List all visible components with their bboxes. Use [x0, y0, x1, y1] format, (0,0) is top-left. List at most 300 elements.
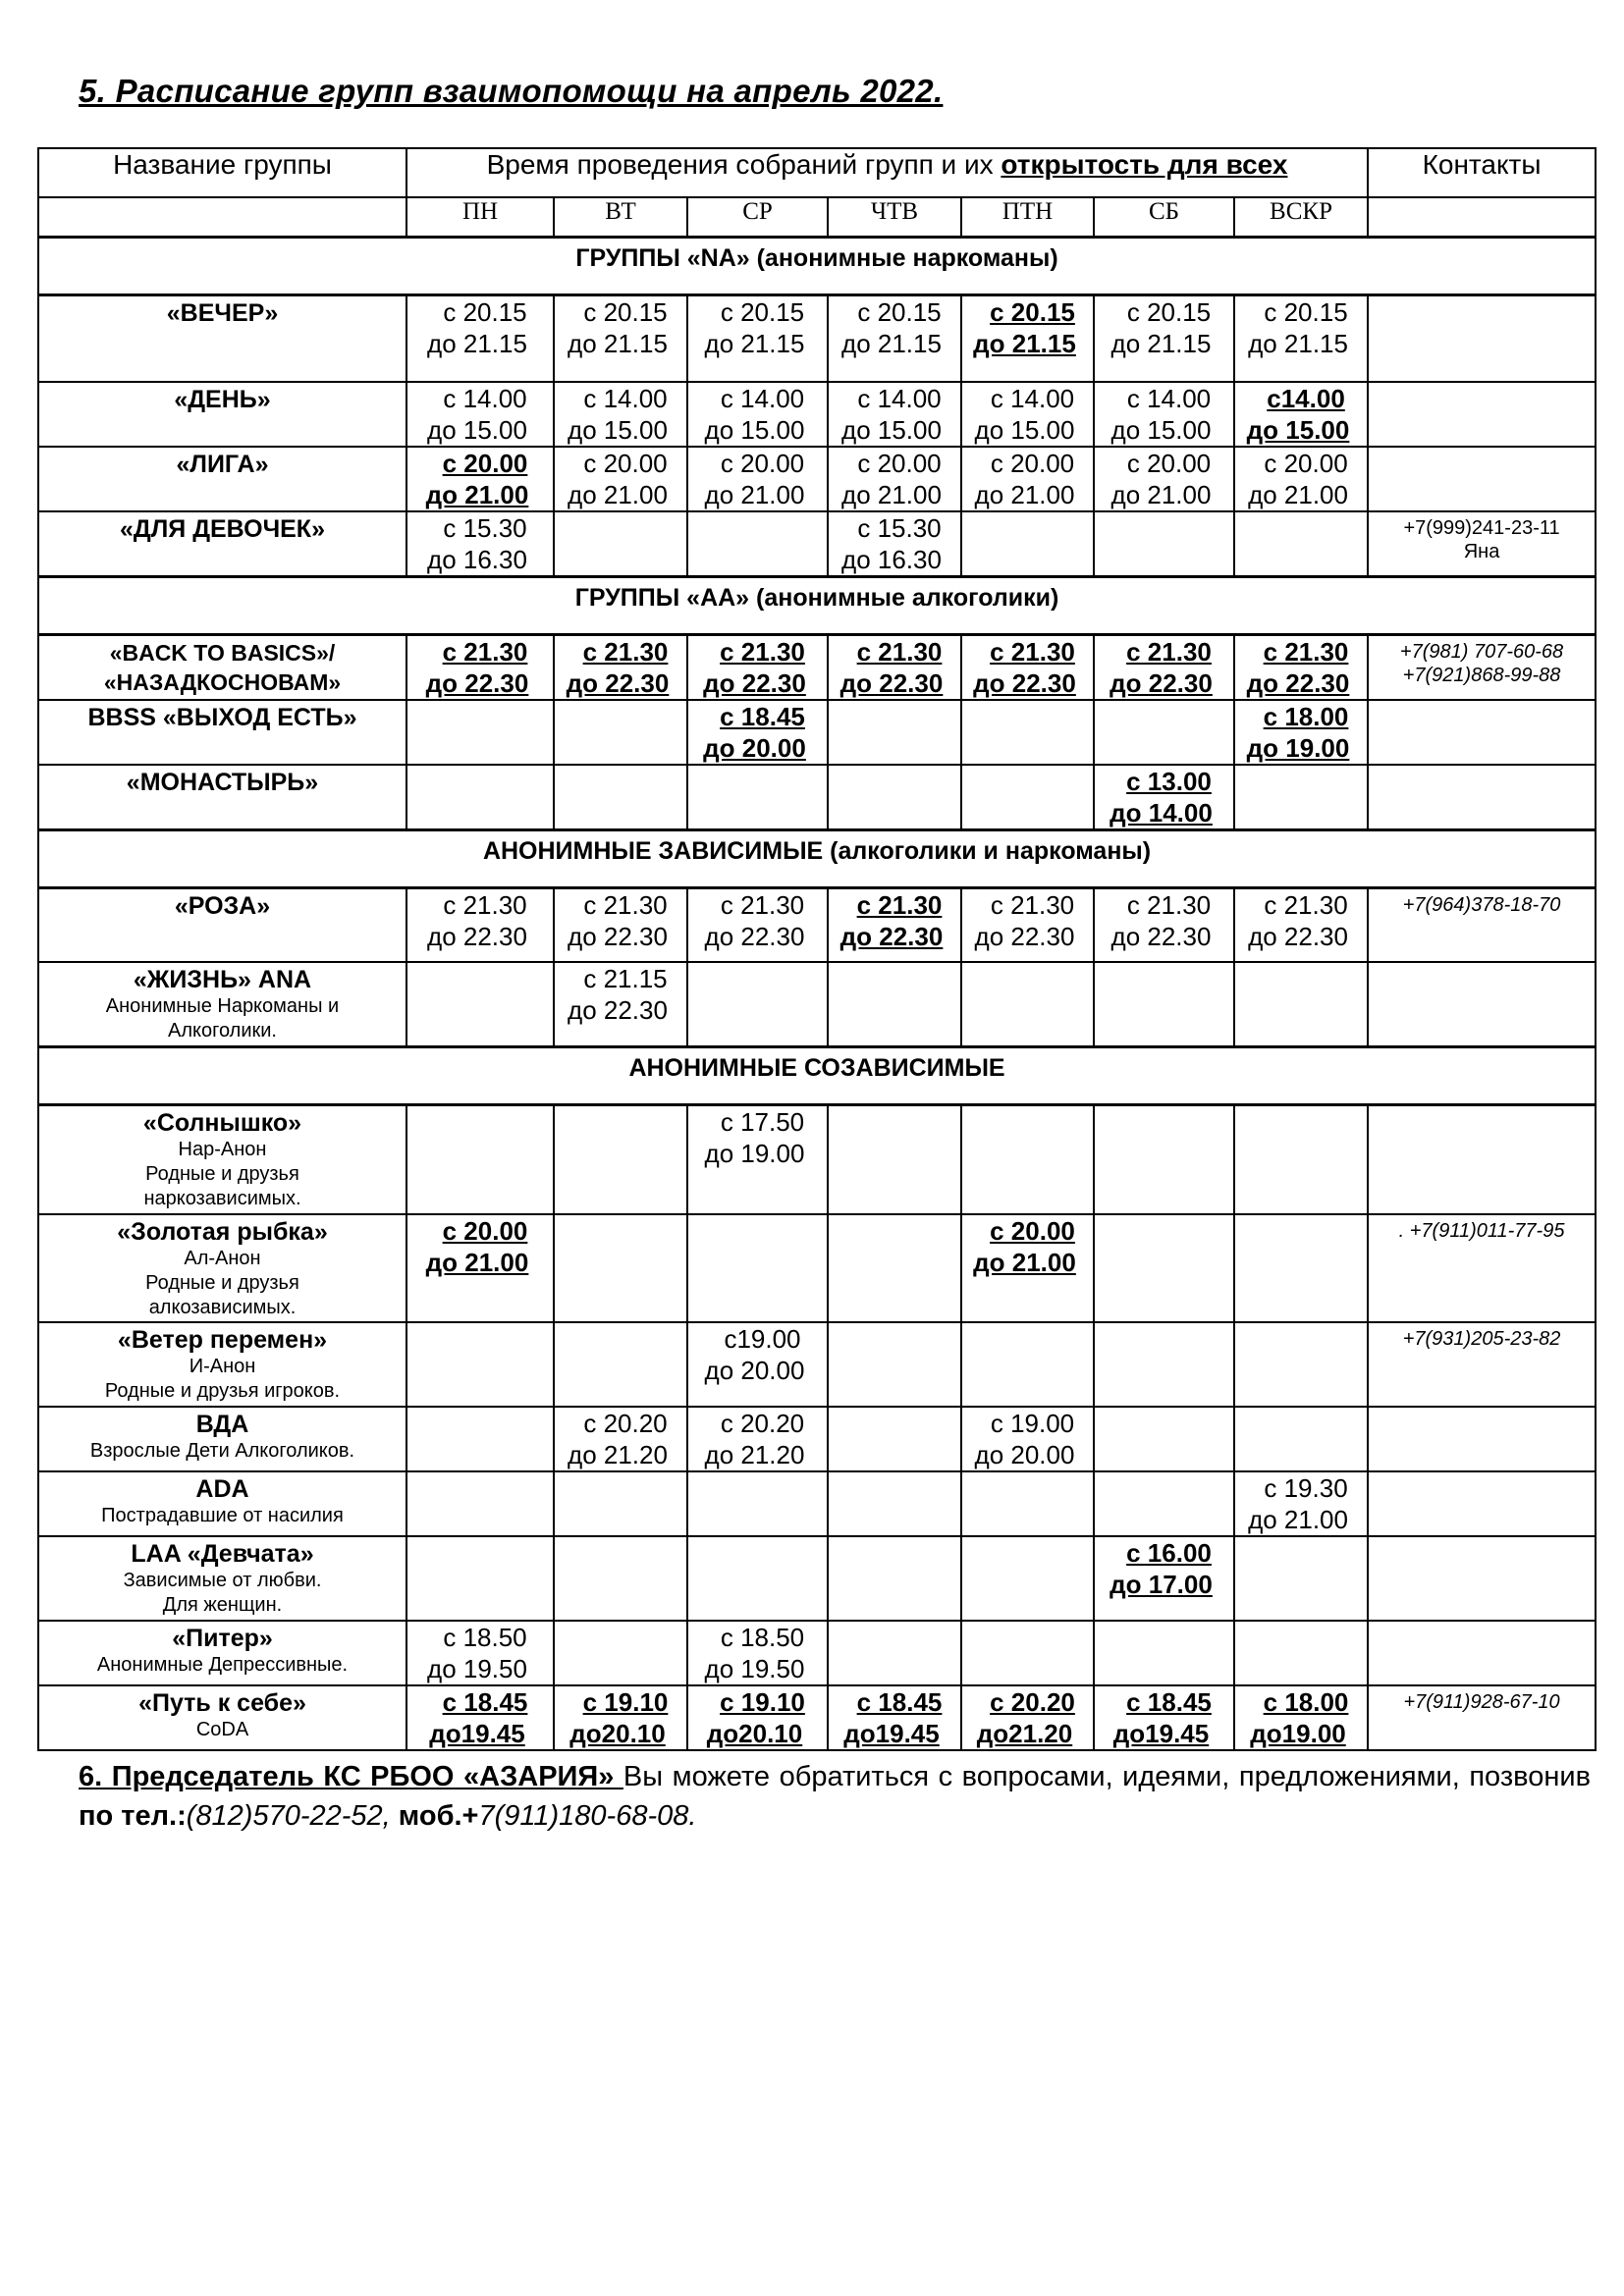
time-from: с 21.30 — [720, 889, 805, 920]
group-row — [38, 295, 1596, 382]
group-description: Нар-Анон — [178, 1138, 267, 1160]
time-from: с 21.30 — [1126, 636, 1212, 667]
group-name-cell — [38, 1471, 406, 1536]
day-header-blank — [38, 197, 406, 238]
time-from: с 20.15 — [720, 297, 805, 327]
group-description: Родные и друзья — [145, 1272, 299, 1294]
meeting-time-cell — [687, 887, 828, 962]
footer-lead: 6. Председатель КС РБОО «АЗАРИЯ» — [79, 1761, 623, 1792]
group-name: «ДЛЯ ДЕВОЧЕК» — [120, 514, 325, 543]
day-header: ВТ — [554, 197, 687, 238]
empty-time-cell — [828, 700, 961, 765]
group-name: ВДА — [195, 1411, 249, 1438]
time-from: с 14.00 — [443, 383, 527, 413]
time-from: с 20.00 — [442, 448, 528, 478]
empty-time-cell — [406, 962, 554, 1046]
name-column-header: Название группы — [38, 148, 406, 197]
empty-time-cell — [687, 1214, 828, 1322]
contact-cell — [1368, 447, 1596, 511]
meeting-time-cell — [406, 1214, 554, 1322]
time-from: с 14.00 — [1126, 383, 1212, 413]
time-from: с 20.00 — [1126, 448, 1212, 478]
group-description: Анонимные Наркоманы и — [105, 995, 340, 1017]
group-name-cell — [38, 1536, 406, 1621]
time-to: до 20.00 — [703, 732, 806, 763]
time-to: до 17.00 — [1110, 1570, 1213, 1599]
time-from: с 20.00 — [857, 448, 942, 478]
contact-cell — [1368, 887, 1596, 962]
contact-line: +7(931)205-23-82 — [1402, 1328, 1561, 1350]
group-row — [38, 887, 1596, 962]
meeting-time-cell — [961, 447, 1094, 511]
empty-time-cell — [1094, 1322, 1234, 1407]
group-name-cell — [38, 295, 406, 382]
time-to: до 14.00 — [1110, 797, 1213, 828]
group-row — [38, 511, 1596, 577]
meeting-time-cell — [961, 1685, 1094, 1750]
time-to: до 22.30 — [425, 667, 529, 698]
time-to: до 19.00 — [1246, 732, 1350, 763]
empty-time-cell — [554, 511, 687, 577]
time-to: до 15.00 — [427, 414, 527, 445]
time-from: с 21.30 — [443, 889, 527, 920]
meeting-time-cell — [687, 1322, 828, 1407]
time-from: с 21.30 — [990, 889, 1075, 920]
meeting-time-cell — [687, 295, 828, 382]
time-from: с 21.30 — [720, 636, 805, 667]
group-name: «РОЗА» — [174, 891, 271, 920]
contact-cell — [1368, 295, 1596, 382]
time-to: до21.20 — [976, 1719, 1073, 1748]
time-from: с19.00 — [724, 1324, 801, 1354]
group-description: наркозависимых. — [143, 1187, 301, 1209]
contact-line: +7(921)868-99-88 — [1402, 664, 1561, 686]
empty-time-cell — [406, 1322, 554, 1407]
time-to: до 21.00 — [841, 479, 942, 509]
group-name: «ВЕЧЕР» — [166, 299, 279, 327]
empty-time-cell — [828, 1322, 961, 1407]
empty-time-cell — [687, 511, 828, 577]
time-to: до 15.00 — [974, 414, 1075, 445]
group-description: CoDA — [195, 1719, 249, 1740]
empty-time-cell — [961, 962, 1094, 1046]
group-name-cell — [38, 447, 406, 511]
time-to: до 21.00 — [568, 479, 668, 509]
meeting-time-cell — [828, 382, 961, 447]
time-to: до 16.30 — [841, 544, 942, 574]
time-from: с14.00 — [1267, 383, 1345, 413]
time-to: до 22.30 — [1248, 921, 1348, 951]
time-from: с 20.00 — [442, 1216, 528, 1246]
empty-time-cell — [961, 1322, 1094, 1407]
group-name: «Золотая рыбка» — [117, 1218, 328, 1246]
meeting-time-cell — [554, 447, 687, 511]
group-row — [38, 1621, 1596, 1685]
empty-time-cell — [961, 765, 1094, 830]
group-name-cell — [38, 1621, 406, 1685]
empty-time-cell — [1094, 700, 1234, 765]
empty-time-cell — [1234, 1407, 1368, 1471]
time-to: до 21.00 — [1110, 479, 1212, 509]
time-from: с 14.00 — [990, 383, 1075, 413]
time-from: с 20.20 — [990, 1687, 1075, 1717]
time-from: с 15.30 — [443, 512, 527, 543]
contact-cell — [1368, 962, 1596, 1046]
group-name-cell — [38, 765, 406, 830]
group-name-cell — [38, 700, 406, 765]
time-to: до 19.00 — [704, 1138, 805, 1168]
time-to: до19.45 — [1112, 1719, 1210, 1748]
time-to: до 22.30 — [1110, 667, 1213, 698]
meeting-time-cell — [1234, 700, 1368, 765]
group-name-cell — [38, 382, 406, 447]
schedule-table — [37, 147, 1597, 1751]
contact-cell — [1368, 634, 1596, 700]
time-from: с 20.15 — [583, 297, 668, 327]
group-row — [38, 1104, 1596, 1214]
group-name-cell — [38, 1407, 406, 1471]
time-to: до 19.50 — [427, 1654, 527, 1683]
time-from: с 18.45 — [1126, 1687, 1212, 1717]
time-from: с 21.30 — [856, 889, 943, 920]
empty-time-cell — [1234, 1536, 1368, 1621]
time-to: до 21.00 — [974, 479, 1075, 509]
empty-time-cell — [554, 1536, 687, 1621]
time-from: с 21.30 — [582, 636, 669, 667]
group-name: «Ветер перемен» — [117, 1326, 328, 1354]
time-to: до 19.50 — [704, 1654, 805, 1683]
meeting-time-cell — [1094, 1536, 1234, 1621]
time-to: до 15.00 — [1246, 414, 1350, 445]
empty-time-cell — [961, 1471, 1094, 1536]
contact-cell — [1368, 1104, 1596, 1214]
time-from: с 20.00 — [1264, 448, 1348, 478]
group-description: Зависимые от любви. — [123, 1570, 322, 1591]
group-description: Взрослые Дети Алкоголиков. — [89, 1440, 355, 1462]
meeting-time-cell — [406, 887, 554, 962]
meeting-time-cell — [1234, 382, 1368, 447]
contact-cell — [1368, 1322, 1596, 1407]
group-row — [38, 634, 1596, 700]
meeting-time-cell — [961, 382, 1094, 447]
group-row — [38, 447, 1596, 511]
group-row — [38, 1407, 1596, 1471]
time-to: до 21.00 — [425, 1248, 529, 1277]
time-from: с 18.50 — [720, 1623, 805, 1652]
time-to: до20.10 — [569, 1719, 666, 1748]
time-from: с 16.00 — [1126, 1538, 1212, 1568]
time-to: до 22.30 — [427, 921, 527, 951]
meeting-time-cell — [406, 511, 554, 577]
empty-time-cell — [687, 962, 828, 1046]
empty-time-cell — [1234, 1104, 1368, 1214]
meeting-time-cell — [406, 1621, 554, 1685]
meeting-time-cell — [687, 634, 828, 700]
day-header: ПТН — [961, 197, 1094, 238]
meeting-time-cell — [406, 382, 554, 447]
contact-line: +7(911)928-67-10 — [1403, 1691, 1560, 1713]
time-to: до 22.30 — [704, 921, 805, 951]
time-from: с 21.15 — [583, 964, 668, 993]
group-name-cell — [38, 962, 406, 1046]
time-header-emphasis: открытость для всех — [1001, 149, 1288, 180]
empty-time-cell — [554, 765, 687, 830]
meeting-time-cell — [1234, 887, 1368, 962]
contact-cell — [1368, 1407, 1596, 1471]
empty-time-cell — [828, 962, 961, 1046]
group-name: «Путь к себе» — [138, 1689, 306, 1717]
footer-mobile: 7(911)180-68-08. — [478, 1800, 697, 1832]
group-description: Ал-Анон — [184, 1248, 261, 1269]
day-header: ПН — [406, 197, 554, 238]
contact-cell — [1368, 382, 1596, 447]
time-to: до 15.00 — [841, 414, 942, 445]
footer-phone-label: по тел.: — [79, 1800, 187, 1832]
day-header: СБ — [1094, 197, 1234, 238]
section-title: 5. Расписание групп взаимопомощи на апрель 2022. — [79, 73, 944, 109]
empty-time-cell — [828, 1104, 961, 1214]
group-name: «Солнышко» — [142, 1108, 302, 1137]
group-name-cell — [38, 1685, 406, 1750]
time-to: до 20.00 — [974, 1440, 1075, 1469]
contact-cell — [1368, 765, 1596, 830]
group-description: Для женщин. — [162, 1594, 283, 1616]
time-from: с 18.45 — [720, 701, 805, 731]
time-from: с 20.15 — [990, 297, 1075, 327]
empty-time-cell — [961, 700, 1094, 765]
time-to: до 21.15 — [973, 329, 1076, 358]
group-row — [38, 700, 1596, 765]
empty-time-cell — [828, 1407, 961, 1471]
time-to: до 21.15 — [1248, 329, 1348, 358]
time-to: до 21.00 — [425, 479, 529, 509]
empty-time-cell — [1094, 511, 1234, 577]
empty-time-cell — [961, 1104, 1094, 1214]
empty-time-cell — [687, 765, 828, 830]
time-to: до 15.00 — [1110, 414, 1212, 445]
time-from: с 21.30 — [1264, 889, 1348, 920]
empty-time-cell — [1234, 511, 1368, 577]
time-from: с 20.15 — [443, 297, 527, 327]
time-from: с 18.50 — [443, 1623, 527, 1652]
time-to: до 21.00 — [973, 1248, 1076, 1277]
time-from: с 18.00 — [1263, 1687, 1349, 1717]
group-name-cell — [38, 1322, 406, 1407]
group-name: «BACK TO BASICS»/ «НАЗАДКОСНОВАМ» — [103, 639, 342, 695]
contact-line: +7(999)241-23-11 — [1403, 516, 1560, 539]
contact-cell — [1368, 1621, 1596, 1685]
meeting-time-cell — [828, 634, 961, 700]
time-from: с 21.30 — [856, 636, 943, 667]
footer-mobile-label: моб.+ — [398, 1800, 479, 1832]
empty-time-cell — [406, 765, 554, 830]
contact-line: +7(964)378-18-70 — [1402, 893, 1561, 916]
time-from: с 18.45 — [856, 1687, 943, 1717]
footer-text: Вы можете обратиться с вопросами, идеями, предложениями, позвонив — [623, 1761, 1591, 1792]
section-heading: АНОНИМНЫЕ СОЗАВИСИМЫЕ — [38, 1046, 1596, 1104]
meeting-time-cell — [1234, 634, 1368, 700]
empty-time-cell — [554, 1621, 687, 1685]
time-to: до 21.00 — [704, 479, 805, 509]
group-name-cell — [38, 887, 406, 962]
group-name-cell — [38, 634, 406, 700]
group-description: Анонимные Депрессивные. — [96, 1654, 349, 1676]
meeting-time-cell — [961, 1214, 1094, 1322]
group-name: «МОНАСТЫРЬ» — [126, 768, 319, 796]
time-to: до 21.20 — [568, 1440, 668, 1469]
time-from: с 18.45 — [442, 1687, 528, 1717]
time-from: с 21.30 — [442, 636, 528, 667]
footer-paragraph — [79, 1757, 1591, 1836]
meeting-time-cell — [1094, 1685, 1234, 1750]
meeting-time-cell — [687, 382, 828, 447]
empty-time-cell — [554, 1214, 687, 1322]
empty-time-cell — [1234, 1621, 1368, 1685]
time-from: с 19.00 — [990, 1409, 1075, 1438]
empty-time-cell — [1094, 1621, 1234, 1685]
empty-time-cell — [1234, 1322, 1368, 1407]
group-description: Пострадавшие от насилия — [101, 1505, 344, 1526]
time-to: до 22.30 — [566, 667, 670, 698]
empty-time-cell — [406, 1104, 554, 1214]
empty-time-cell — [554, 700, 687, 765]
meeting-time-cell — [1094, 634, 1234, 700]
meeting-time-cell — [406, 634, 554, 700]
empty-time-cell — [961, 1621, 1094, 1685]
time-from: с 20.00 — [990, 1216, 1075, 1246]
time-from: с 20.00 — [990, 448, 1075, 478]
meeting-time-cell — [554, 962, 687, 1046]
meeting-time-cell — [1094, 447, 1234, 511]
empty-time-cell — [1094, 1471, 1234, 1536]
time-to: до19.45 — [429, 1719, 525, 1748]
meeting-time-cell — [554, 887, 687, 962]
time-from: с 21.30 — [990, 636, 1075, 667]
empty-time-cell — [1094, 1214, 1234, 1322]
group-name: «ЛИГА» — [176, 450, 269, 478]
time-from: с 19.30 — [1264, 1473, 1348, 1503]
empty-time-cell — [961, 1536, 1094, 1621]
time-from: с 21.30 — [1263, 636, 1349, 667]
contact-cell — [1368, 1214, 1596, 1322]
time-to: до 21.00 — [1248, 479, 1348, 509]
empty-time-cell — [1234, 1214, 1368, 1322]
day-header: ЧТВ — [828, 197, 961, 238]
group-name: «ЖИЗНЬ» ANA — [133, 966, 312, 993]
time-to: до 22.30 — [973, 667, 1076, 698]
group-name: «ДЕНЬ» — [174, 385, 271, 413]
time-to: до 22.30 — [568, 921, 668, 951]
time-to: до 22.30 — [703, 667, 806, 698]
meeting-time-cell — [1094, 382, 1234, 447]
meeting-time-cell — [961, 634, 1094, 700]
time-to: до 15.00 — [704, 414, 805, 445]
group-name: LAA «Девчата» — [131, 1540, 314, 1568]
contact-line: +7(981) 707-60-68 — [1399, 640, 1564, 663]
time-to: до 22.30 — [1110, 921, 1212, 951]
time-to: до 22.30 — [974, 921, 1075, 951]
meeting-time-cell — [1234, 1471, 1368, 1536]
contacts-column-header: Контакты — [1368, 148, 1596, 197]
empty-time-cell — [828, 1621, 961, 1685]
meeting-time-cell — [828, 1685, 961, 1750]
group-name-cell — [38, 1104, 406, 1214]
time-from: с 20.15 — [1126, 297, 1212, 327]
meeting-time-cell — [1234, 447, 1368, 511]
footer-phone: (812)570-22-52, — [186, 1800, 399, 1832]
group-description: алкозависимых. — [148, 1297, 297, 1318]
contact-cell — [1368, 1685, 1596, 1750]
time-to: до 21.15 — [1110, 329, 1212, 358]
meeting-time-cell — [828, 295, 961, 382]
section-heading: ГРУППЫ «NA» (анонимные наркоманы) — [38, 238, 1596, 295]
time-from: с 20.00 — [583, 448, 668, 478]
time-from: с 14.00 — [720, 383, 805, 413]
meeting-time-cell — [1094, 765, 1234, 830]
meeting-time-cell — [828, 511, 961, 577]
meeting-time-cell — [828, 447, 961, 511]
empty-time-cell — [406, 1471, 554, 1536]
contact-cell — [1368, 1471, 1596, 1536]
time-to: до20.10 — [706, 1719, 803, 1748]
time-to: до 22.30 — [839, 921, 944, 951]
group-row — [38, 765, 1596, 830]
time-to: до 21.15 — [568, 329, 668, 358]
time-from: с 21.30 — [1126, 889, 1212, 920]
empty-time-cell — [687, 1536, 828, 1621]
empty-time-cell — [687, 1471, 828, 1536]
empty-time-cell — [554, 1104, 687, 1214]
empty-time-cell — [1094, 962, 1234, 1046]
time-from: с 13.00 — [1126, 766, 1212, 796]
group-description: Алкоголики. — [168, 1020, 277, 1041]
time-from: с 20.15 — [1264, 297, 1348, 327]
meeting-time-cell — [687, 1621, 828, 1685]
group-description: И-Анон — [189, 1356, 256, 1377]
meeting-time-cell — [1094, 887, 1234, 962]
group-row — [38, 1471, 1596, 1536]
contact-cell — [1368, 511, 1596, 577]
empty-time-cell — [1094, 1104, 1234, 1214]
meeting-time-cell — [687, 447, 828, 511]
empty-time-cell — [554, 1322, 687, 1407]
time-from: с 14.00 — [583, 383, 668, 413]
meeting-time-cell — [687, 1407, 828, 1471]
time-from: с 20.20 — [583, 1409, 668, 1438]
section-heading: АНОНИМНЫЕ ЗАВИСИМЫЕ (алкоголики и наркоманы) — [38, 829, 1596, 887]
empty-time-cell — [554, 1471, 687, 1536]
meeting-time-cell — [961, 295, 1094, 382]
empty-time-cell — [828, 1214, 961, 1322]
section-heading: ГРУППЫ «АА» (анонимные алкоголики) — [38, 576, 1596, 634]
contact-line: Яна — [1463, 540, 1500, 562]
time-to: до 22.30 — [1246, 667, 1350, 698]
time-to: до 20.00 — [704, 1356, 805, 1385]
meeting-time-cell — [687, 1685, 828, 1750]
meeting-time-cell — [961, 887, 1094, 962]
empty-time-cell — [1234, 765, 1368, 830]
time-to: до19.45 — [843, 1719, 940, 1748]
meeting-time-cell — [406, 447, 554, 511]
time-to: до 22.30 — [839, 667, 944, 698]
group-row — [38, 962, 1596, 1046]
time-from: с 20.00 — [720, 448, 805, 478]
time-to: до 21.20 — [704, 1440, 805, 1469]
group-name: ADA — [195, 1475, 249, 1503]
time-header-prefix: Время проведения собраний групп и их — [486, 149, 1001, 180]
time-to: до 16.30 — [427, 544, 527, 574]
meeting-time-cell — [554, 1407, 687, 1471]
